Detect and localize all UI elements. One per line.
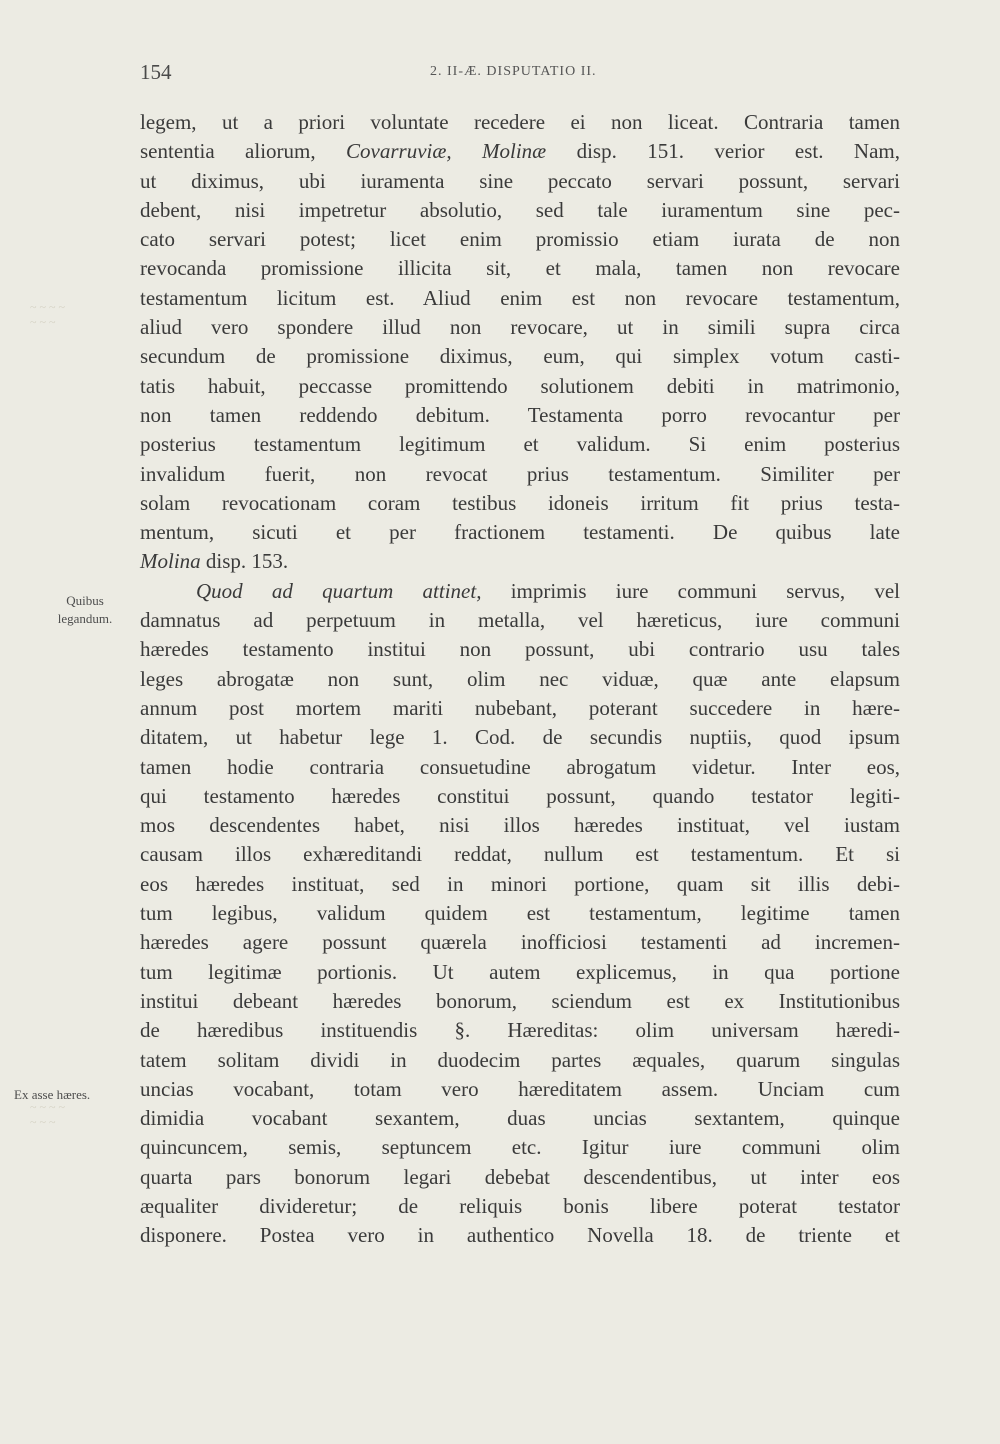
margin-note-line: legandum. — [57, 611, 113, 626]
text-line: secundum de promissione diximus, eum, qui simplex votum casti- — [140, 344, 900, 369]
text-line — [140, 577, 900, 606]
text-line: disponere. Postea vero in authentico Novella 18. de triente et — [140, 1223, 900, 1248]
text-line: eos hæredes instituat, sed in minori portione, quam sit illis debi- — [140, 871, 900, 896]
text-segment: sententia aliorum, — [140, 139, 347, 164]
text-line: invalidum fuerit, non revocat prius testamentum. Similiter per — [140, 461, 900, 486]
text-line: uncias vocabant, totam vero hæreditatem assem. Unciam cum — [140, 1076, 900, 1101]
text-line — [140, 547, 900, 576]
text-segment: imprimis iure communi servus, vel — [481, 578, 900, 603]
text-line: hæredes agere possunt quærela inofficiosi testamenti ad incremen- — [140, 930, 900, 955]
text-line: damnatus ad perpetuum in metalla, vel hæreticus, iure communi — [140, 608, 900, 633]
text-line: ditatem, ut habetur lege 1. Cod. de secundis nuptiis, quod ipsum — [140, 725, 900, 750]
page-number: 154 — [140, 60, 172, 84]
text-line: mos descendentes habet, nisi illos hæredes instituat, vel iustam — [140, 813, 900, 838]
text-line: institui debeant hæredes bonorum, sciendum est ex Institutionibus — [140, 988, 900, 1013]
text-line: solam revocationam coram testibus idoneis irritum fit prius testa- — [140, 490, 900, 515]
text-line: debent, nisi impetretur absolutio, sed tale iuramentum sine pec- — [140, 197, 900, 222]
italic-text: Quod ad quartum attinet, — [196, 578, 482, 603]
running-head: 2. II-Æ. DISPUTATIO II. — [430, 64, 597, 79]
text-line: mentum, sicuti et per fractionem testamenti. De quibus late — [140, 520, 900, 545]
margin-note-line: Quibus — [66, 593, 104, 608]
margin-note-ex-asse: Ex asse hæres. — [14, 1087, 91, 1102]
page-header — [140, 60, 900, 90]
text-line: testamentum licitum est. Aliud enim est non revocare testamentum, — [140, 285, 900, 310]
text-line: dimidia vocabant sexantem, duas uncias sextantem, quinque — [140, 1106, 900, 1131]
text-line: revocanda promissione illicita sit, et mala, tamen non revocare — [140, 256, 900, 281]
text-line: æqualiter divideretur; de reliquis bonis libere poterat testator — [140, 1193, 900, 1218]
margin-note-quibus — [40, 592, 130, 628]
text-line: tamen hodie contraria consuetudine abrogatum videtur. Inter eos, — [140, 754, 900, 779]
text-line: hæredes testamento institui non possunt, ubi contrario usu tales — [140, 637, 900, 662]
text-line: legem, ut a priori voluntate recedere ei non liceat. Contraria tamen — [140, 110, 900, 134]
text-line: de hæredibus instituendis §. Hæreditas: olim universam hæredi- — [140, 1018, 900, 1043]
text-line: causam illos exhæreditandi reddat, nullum est testamentum. Et si — [140, 842, 900, 867]
bleed-through-marks: ~ ~ ~ ~ ~ ~ ~ — [30, 300, 65, 329]
text-line: leges abrogatæ non sunt, olim nec viduæ, quæ ante elapsum — [140, 666, 900, 691]
text-line: tatis habuit, peccasse promittendo solutionem debiti in matrimonio, — [140, 373, 900, 398]
text-line: cato servari potest; licet enim promissio etiam iurata de non — [140, 227, 900, 252]
italic-text: Molina — [140, 549, 201, 574]
italic-text: Covarruviæ, Molinæ — [346, 139, 547, 164]
text-line: tatem solitam dividi in duodecim partes æquales, quarum singulas — [140, 1047, 900, 1072]
text-segment: disp. 153. — [200, 549, 289, 574]
text-line — [140, 137, 900, 166]
text-line: posterius testamentum legitimum et validum. Si enim posterius — [140, 432, 900, 457]
text-segment: disp. 151. verior est. Nam, — [546, 139, 900, 164]
text-line: qui testamento hæredes constitui possunt, quando testator legiti- — [140, 783, 900, 808]
text-line: quarta pars bonorum legari debebat descendentibus, ut inter eos — [140, 1164, 900, 1189]
text-line: aliud vero spondere illud non revocare, ut in simili supra circa — [140, 315, 900, 340]
text-line: quincuncem, semis, septuncem etc. Igitur iure communi olim — [140, 1135, 900, 1160]
text-line: tum legibus, validum quidem est testamentum, legitime tamen — [140, 901, 900, 926]
body-text — [140, 108, 900, 1251]
text-line: annum post mortem mariti nubebant, poterant succedere in hære- — [140, 695, 900, 720]
text-line: non tamen reddendo debitum. Testamenta porro revocantur per — [140, 402, 900, 427]
text-line: ut diximus, ubi iuramenta sine peccato servari possunt, servari — [140, 168, 900, 193]
bleed-through-marks: ~ ~ ~ ~ ~ ~ ~ — [30, 1100, 65, 1129]
text-line: tum legitimæ portionis. Ut autem explicemus, in qua portione — [140, 959, 900, 984]
